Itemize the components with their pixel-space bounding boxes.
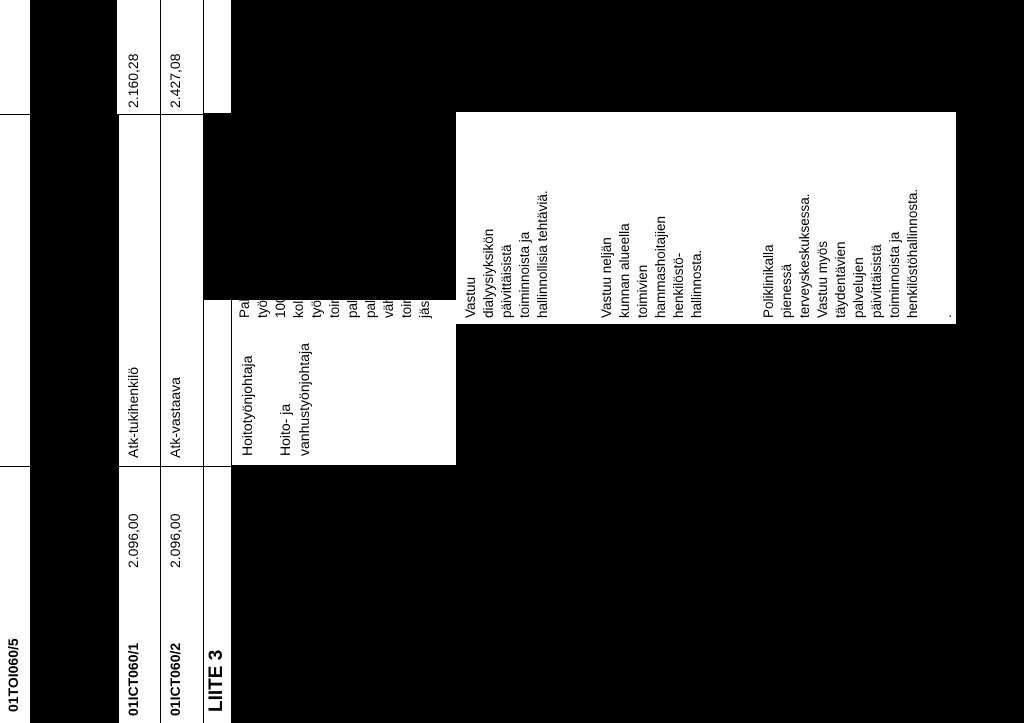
description-1: Palveluyksikön työntekijämäärä yli 100 ja vähintään kolmen yli 10 työntekijän toimipaikkaa palveluyksikössä tai palveluyksikössä vähintään viisi toimipistettä kaikissa jäsenkunnissa . <box>237 194 432 318</box>
row3-title: Atk-vastaava <box>167 377 183 458</box>
right-top-black <box>456 0 1024 112</box>
row1-code: 01TOI060/5 <box>5 638 21 712</box>
col-line-2 <box>160 0 161 723</box>
row3-amount: 2.427,08 <box>167 53 183 108</box>
col-line-1 <box>116 0 117 723</box>
description-5: . <box>939 314 954 318</box>
right-black-band <box>956 0 1024 723</box>
description-4: Poliklinikalla pienessä terveyskeskuksessa. Vastuu myös täydentävien palvelujen päivittäisistä toiminnoista ja henkilöstöhallinnosta. <box>761 188 920 318</box>
title-1: Hoitotyönjohtaja <box>239 355 255 456</box>
description-3: Vastuu neljän kunnan alueella toimivien hammashoitajien henkilöstö- hallinnosta. <box>599 215 704 318</box>
row2-salary: 2.096,00 <box>125 513 141 568</box>
title-2: Hoito- ja vanhustyönjohtaja <box>277 343 312 456</box>
appendix-label: LIITE 3 <box>206 649 227 712</box>
amount-right-black <box>231 0 456 113</box>
lower-right-black <box>456 324 956 723</box>
row3-salary: 2.096,00 <box>167 513 183 568</box>
titles-cell <box>231 300 458 465</box>
col-line-4 <box>231 0 232 723</box>
lower-black <box>231 465 456 723</box>
description-2: Vastuu dialyysiyksikön päivittäisistä toiminnoista ja hallinnollisia tehtäviä. <box>463 190 550 318</box>
row2-code: 01ICT060/1 <box>125 642 141 716</box>
col-line-3 <box>203 0 204 723</box>
row1-left-black <box>30 0 116 116</box>
row1-description: Hoitaa henkilöstöhallinnon valmistelutehtäviä ja toimii eläkeasiamiehenä <box>27 175 119 302</box>
row2-title: Atk-tukihenkilö <box>125 366 141 458</box>
row1-salary-mask <box>30 467 116 723</box>
row3-code: 01ICT060/2 <box>167 642 183 716</box>
row2-amount: 2.160,28 <box>125 53 141 108</box>
